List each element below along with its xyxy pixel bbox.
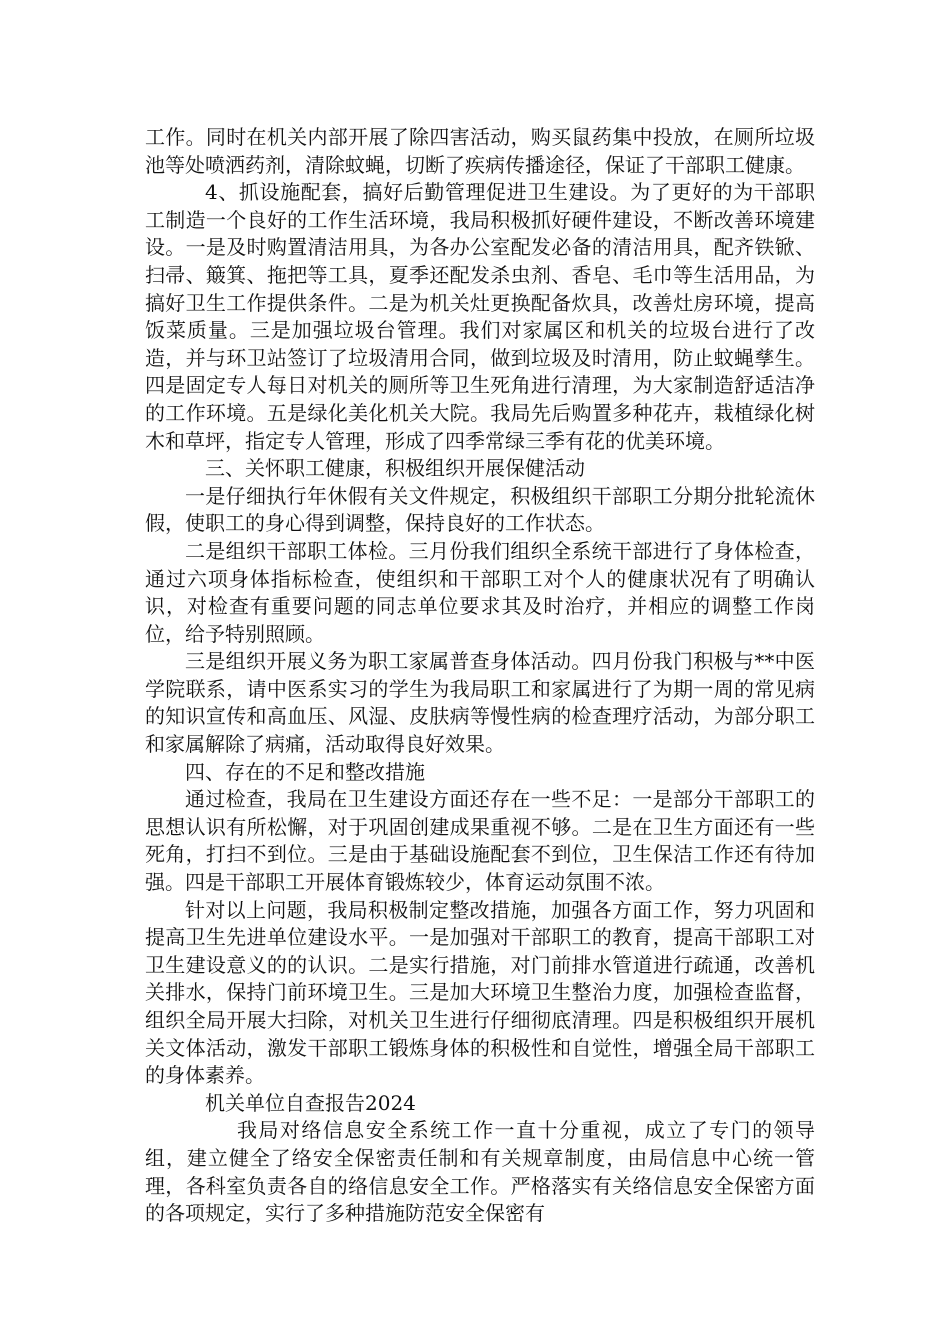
paragraph-continuation: 工作。同时在机关内部开展了除四害活动，购买鼠药集中投放，在厕所垃圾池等处喷洒药剂，清除蚊蝇，切断了疾病传播途径，保证了干部职工健康。: [145, 125, 815, 177]
paragraph-facilities: 4、抓设施配套，搞好后勤管理促进卫生建设。为了更好的为干部职工制造一个良好的工作生活环境，我局积极抓好硬件建设，不断改善环境建设。一是及时购置清洁用具，为各办公室配发必备的清洁用具，配齐铁锨、扫帚、簸箕、拖把等工具，夏季还配发杀虫剂、香皂、毛巾等生活用品，为搞好卫生工作提供条件。二是为机关灶更换配备炊具，改善灶房环境，提高饭菜质量。三是加强垃圾台管理。我们对家属区和机关的垃圾台进行了改造，并与环卫站签订了垃圾清用合同，做到垃圾及时清用，防止蚊蝇孳生。四是固定专人每日对机关的厕所等卫生死角进行清理，为大家制造舒适洁净的工作环境。五是绿化美化机关大院。我局先后购置多种花卉，栽植绿化树木和草坪，指定专人管理，形成了四季常绿三季有花的优美环境。: [145, 180, 815, 453]
document-body: [145, 124, 815, 1228]
report-title: 机关单位自查报告2024: [205, 1090, 416, 1115]
paragraph-shortcomings: 通过检查，我局在卫生建设方面还存在一些不足：一是部分干部职工的思想认识有所松懈，对于巩固创建成果重视不够。二是在卫生方面还有一些死角，打扫不到位。三是由于基础设施配套不到位，卫生保洁工作还有待加强。四是干部职工开展体育锻炼较少，体育运动氛围不浓。: [145, 787, 815, 895]
paragraph-network-security: 我局对络信息安全系统工作一直十分重视，成立了专门的领导组，建立健全了络安全保密责任制和有关规章制度，由局信息中心统一管理，各科室负责各自的络信息安全工作。严格落实有关络信息安全保密方面的各项规定，实行了多种措施防范安全保密有: [145, 1118, 815, 1226]
paragraph-family-checkup: 三是组织开展义务为职工家属普查身体活动。四月份我门积极与**中医学院联系，请中医系实习的学生为我局职工和家属进行了为期一周的常见病的知识宣传和高血压、风湿、皮肤病等慢性病的检查理疗活动，为部分职工和家属解除了病痛，活动取得良好效果。: [145, 649, 815, 757]
section-heading-health-care: 三、关怀职工健康，积极组织开展保健活动: [205, 456, 585, 481]
section-heading-shortcomings: 四、存在的不足和整改措施: [185, 759, 425, 784]
paragraph-annual-leave: 一是仔细执行年休假有关文件规定，积极组织干部职工分期分批轮流休假，使职工的身心得到调整，保持良好的工作状态。: [145, 483, 815, 536]
paragraph-physical-exam: 二是组织干部职工体检。三月份我们组织全系统干部进行了身体检查，通过六项身体指标检查，使组织和干部职工对个人的健康状况有了明确认识，对检查有重要问题的同志单位要求其及时治疗，并相应的调整工作岗位，给予特别照顾。: [145, 538, 815, 646]
paragraph-rectification: 针对以上问题，我局积极制定整改措施，加强各方面工作，努力巩固和提高卫生先进单位建设水平。一是加强对干部职工的教育，提高干部职工对卫生建设意义的的认识。二是实行措施，对门前排水管道进行疏通，改善机关排水，保持门前环境卫生。三是加大环境卫生整治力度，加强检查监督，组织全局开展大扫除，对机关卫生进行仔细彻底清理。四是积极组织开展机关文体活动，激发干部职工锻炼身体的积极性和自觉性，增强全局干部职工的身体素养。: [145, 897, 815, 1088]
